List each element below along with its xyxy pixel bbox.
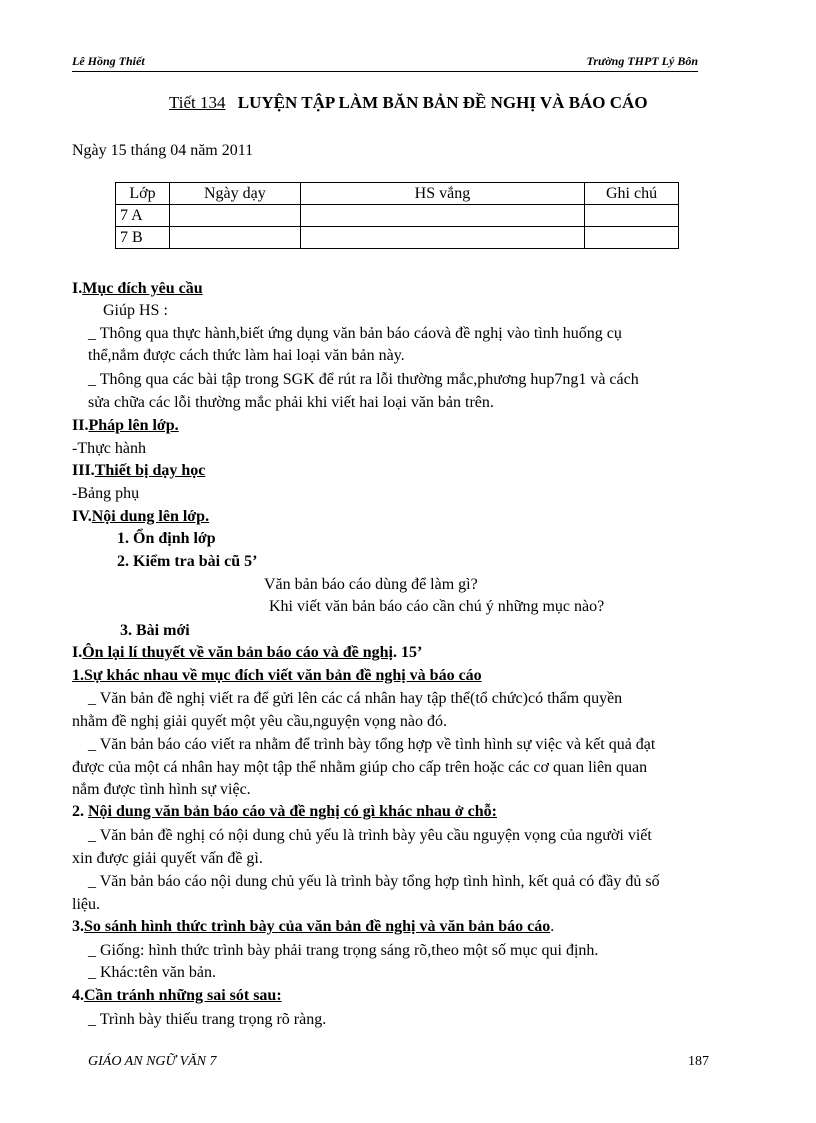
- part-2-line: liệu.: [72, 896, 100, 913]
- section-2-line: -Thực hành: [72, 440, 146, 457]
- section-number: IV.: [72, 508, 92, 525]
- section-3-line: -Bảng phụ: [72, 485, 140, 502]
- table-header-cell: Ngày dạy: [169, 183, 300, 205]
- table-header-cell: HS vắng: [300, 183, 584, 205]
- header-school: Trường THPT Lý Bôn: [586, 54, 698, 68]
- table-cell: [585, 227, 679, 249]
- table-header-cell: Ghi chú: [585, 183, 679, 205]
- section-4-heading: [72, 508, 209, 526]
- part-3-line: _ Khác:tên văn bản.: [88, 964, 216, 981]
- lesson-number: Tiết 134: [169, 93, 226, 112]
- review-question: Khi viết văn bản báo cáo cần chú ý những mục nào?: [269, 598, 605, 615]
- part-4-line: _ Trình bày thiếu trang trọng rõ ràng.: [88, 1011, 327, 1028]
- section-number: I.: [72, 644, 83, 661]
- part-1-line: nắm được tình hình sự việc.: [72, 781, 251, 798]
- section-1-line: thể,nắm được cách thức làm hai loại văn bản này.: [88, 347, 405, 364]
- footer-book-title: GIÁO AN NGỮ VĂN 7: [88, 1054, 217, 1069]
- page-number: 187: [688, 1054, 709, 1069]
- review-question: Văn bản báo cáo dùng để làm gì?: [264, 576, 478, 593]
- table-cell: 7 A: [116, 205, 170, 227]
- section-title: Nội dung lên lớp.: [91, 508, 210, 525]
- table-cell: [169, 227, 300, 249]
- part-1-line: _ Văn bản đề nghị viết ra để gửi lên các cá nhân hay tập thể(tổ chức)có thẩm quyền: [88, 690, 623, 707]
- section-time: . 15’: [392, 644, 423, 661]
- part-2-heading: [72, 803, 497, 821]
- header-author: Lê Hồng Thiết: [72, 54, 145, 68]
- section-2-heading: [72, 417, 179, 435]
- part-1-line: _ Văn bản báo cáo viết ra nhằm để trình bày tổng hợp về tình hình sự việc và kết quả đạt: [88, 736, 656, 753]
- table-cell: [300, 205, 584, 227]
- part-4-heading: [72, 987, 282, 1005]
- lesson-title: LUYỆN TẬP LÀM BĂN BẢN ĐỀ NGHỊ VÀ BÁO CÁO: [237, 93, 648, 112]
- section-title: Pháp lên lớp.: [88, 417, 179, 434]
- section-title: Mục đích yêu cầu: [82, 280, 203, 297]
- table-cell: [585, 205, 679, 227]
- section-1-line: Giúp HS :: [103, 302, 168, 319]
- part-1-line: nhằm đề nghị giải quyết một yêu cầu,nguyện vọng nào đó.: [72, 713, 448, 730]
- table-row: [116, 227, 679, 249]
- part-1-heading: 1.Sự khác nhau về mục đích viết văn bản đề nghị và báo cáo: [72, 667, 482, 684]
- part-2-line: _ Văn bản đề nghị có nội dung chủ yếu là trình bày yêu cầu nguyện vọng của người viết: [88, 827, 652, 844]
- section-number: II.: [72, 417, 89, 434]
- section-1-line: _ Thông qua thực hành,biết ứng dụng văn bản báo cáovà đề nghị vào tình huống cụ: [88, 325, 622, 342]
- part-2-line: xin được giải quyết vấn đề gì.: [72, 850, 263, 867]
- list-item: 1. Ổn định lớp: [117, 530, 216, 547]
- list-item: 2. Kiểm tra bài cũ 5’: [117, 553, 258, 570]
- header-rule: [72, 71, 698, 72]
- list-item: 3. Bài mới: [120, 622, 190, 639]
- part-3-line: _ Giống: hình thức trình bày phải trang trọng sáng rõ,theo một số mục qui định.: [88, 942, 599, 959]
- section-1-line: sửa chữa các lỗi thường mắc phải khi viết hai loại văn bản trên.: [88, 394, 494, 411]
- table-cell: [300, 227, 584, 249]
- section-title: Thiết bị dạy học: [94, 462, 206, 479]
- part-title: So sánh hình thức trình bày của văn bản đề nghị và văn bản báo cáo: [84, 918, 551, 935]
- table-row: [116, 205, 679, 227]
- section-number: I.: [72, 280, 83, 297]
- part-title: Nội dung văn bản báo cáo và đề nghị có gì khác nhau ở chỗ:: [88, 803, 497, 820]
- attendance-table: [115, 182, 679, 249]
- table-header-cell: Lớp: [116, 183, 170, 205]
- part-title: Cần tránh những sai sót sau:: [84, 987, 282, 1004]
- part-number: 4.: [72, 987, 84, 1004]
- section-1-heading: [72, 280, 203, 298]
- part-number: 2.: [72, 803, 88, 820]
- part-2-line: _ Văn bản báo cáo nội dung chủ yếu là trình bày tổng hợp tình hình, kết quả có đầy đủ số: [88, 873, 660, 890]
- table-cell: 7 B: [116, 227, 170, 249]
- table-header-row: [116, 183, 679, 205]
- part-end: .: [550, 918, 555, 935]
- page-title: [169, 93, 648, 113]
- part-1-line: được của một cá nhân hay một tập thể nhằm giúp cho cấp trên hoặc các cơ quan liên quan: [72, 759, 648, 776]
- part-3-heading: [72, 918, 554, 936]
- section-1-line: _ Thông qua các bài tập trong SGK để rút ra lỗi thường mắc,phương hup7ng1 và cách: [88, 371, 639, 388]
- part-number: 3.: [72, 918, 84, 935]
- section-3-heading: [72, 462, 205, 480]
- lesson-date: Ngày 15 tháng 04 năm 2011: [72, 142, 254, 159]
- theory-heading: [72, 644, 422, 662]
- section-title: Ôn lại lí thuyết về văn bản báo cáo và đề nghị: [82, 644, 393, 661]
- table-cell: [169, 205, 300, 227]
- section-number: III.: [72, 462, 95, 479]
